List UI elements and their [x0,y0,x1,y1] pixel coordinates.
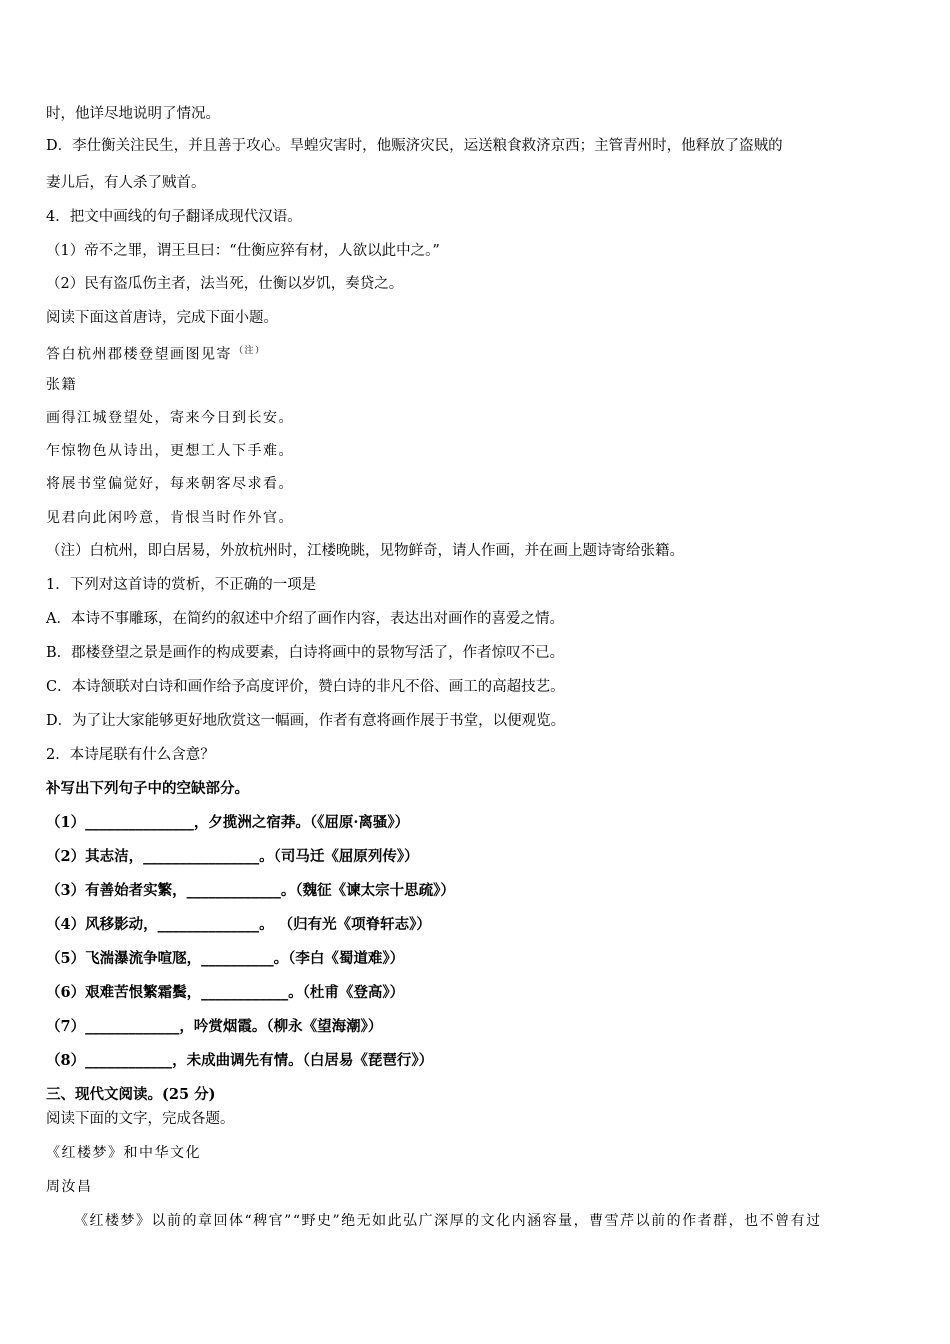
poem-option-a: A．本诗不事雕琢，在简约的叙述中介绍了画作内容，表达出对画作的喜爱之情。 [46,611,564,627]
poem-line-2: 乍惊物色从诗出，更想工人下手难。 [46,443,294,459]
text-line-3: 妻儿后，有人杀了贼首。 [46,175,206,191]
poem-author: 张籍 [46,377,77,393]
poem-title [46,341,910,365]
question-4-part-2: （2）民有盗瓜伤主者，法当死，仕衡以岁饥，奏贷之。 [46,276,404,292]
poem-option-b: B．郡楼登望之景是画作的构成要素，白诗将画中的景物写活了，作者惊叹不已。 [46,645,565,661]
poem-option-d: D．为了让大家能够更好地欣赏这一幅画，作者有意将画作展于书堂，以便观览。 [46,713,566,729]
reading-instruction: 阅读下面这首唐诗，完成下面小题。 [46,310,278,326]
fill-item-5: （5）飞湍瀑流争喧豗，__________。（李白《蜀道难》） [46,950,405,967]
poem-title-note-marker: （注） [234,346,266,356]
poem-line-1: 画得江城登望处，寄来今日到长安。 [46,410,294,426]
question-4-part-1: （1）帝不之罪，谓王旦曰：“仕衡应猝有材，人欲以此中之。” [46,243,440,259]
poem-annotation: （注）白杭州，即白居易，外放杭州时，江楼晚眺，见物鲜奇，请人作画，并在画上题诗寄给张籍。 [46,543,684,559]
poem-title-text: 答白杭州郡楼登望画图见寄 [46,346,232,363]
section-3-instruction: 阅读下面的文字，完成各题。 [46,1111,235,1127]
fill-item-3: （3）有善始者实繁，_____________。（魏征《谏太宗十思疏》） [46,882,455,899]
poem-option-c: C．本诗颔联对白诗和画作给予高度评价，赞白诗的非凡不俗、画工的高超技艺。 [46,679,565,695]
question-4: 4．把文中画线的句子翻译成现代汉语。 [46,209,302,225]
poem-line-4: 见君向此闲吟意，肯恨当时作外官。 [46,510,294,526]
fill-item-1: （1）_______________，夕揽洲之宿莽。（《屈原·离骚》） [46,814,410,831]
section-3-heading: 三、现代文阅读。(25 分) [46,1086,216,1103]
fill-item-4: （4）风移影动，______________。 （归有光《项脊轩志》） [46,916,431,933]
poem-line-3: 将展书堂偏觉好，每来朝客尽求看。 [46,476,294,492]
option-d: D．李仕衡关注民生，并且善于攻心。旱蝗灾害时，他赈济灾民，运送粮食救济京西；主管青州时，他释放了盗贼的 [46,138,783,154]
fill-item-2: （2）其志洁，________________。（司马迁《屈原列传》） [46,848,419,865]
text-line-1: 时，他详尽地说明了情况。 [46,106,220,122]
article-title: 《红楼梦》和中华文化 [46,1145,201,1161]
poem-question-1: 1．下列对这首诗的赏析，不正确的一项是 [46,577,317,593]
article-paragraph-1: 《红楼梦》以前的章回体“稗官”“野史”绝无如此弘广深厚的文化内涵容量，曹雪芹以前的作者群，也不曾有过 [74,1213,822,1229]
article-author: 周汝昌 [46,1179,93,1195]
fill-item-8: （8）____________，未成曲调先有情。（白居易《琵琶行》） [46,1052,434,1069]
poem-question-2: 2．本诗尾联有什么含意？ [46,747,215,763]
fill-item-6: （6）艰难苦恨繁霜鬓，____________。（杜甫《登高》） [46,984,405,1001]
fill-item-7: （7）_____________，吟赏烟霞。（柳永《望海潮》） [46,1018,383,1035]
fill-section-title: 补写出下列句子中的空缺部分。 [46,780,249,797]
